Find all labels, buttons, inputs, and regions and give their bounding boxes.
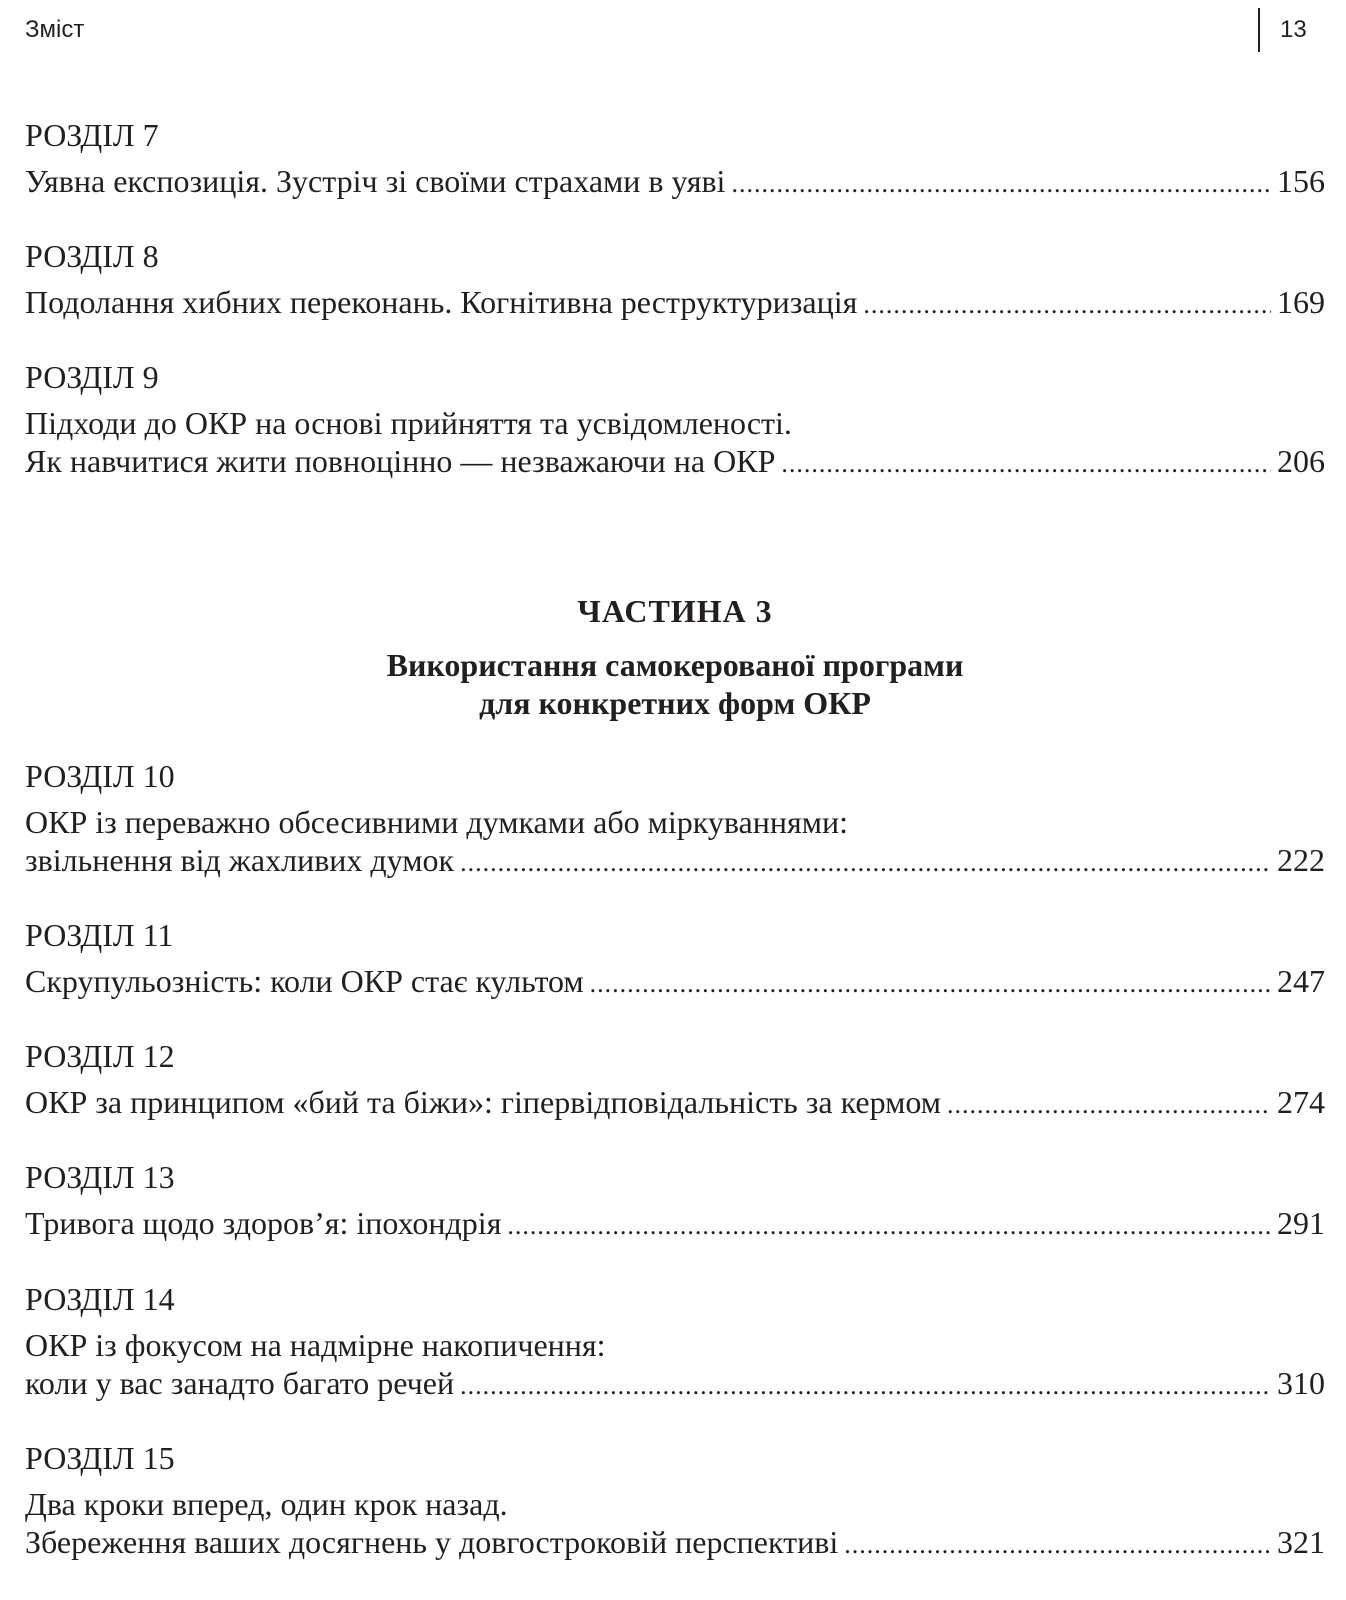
header-title: Зміст (25, 16, 85, 43)
page-number: 222 (1277, 842, 1325, 878)
page-number: 247 (1277, 963, 1325, 999)
chapter-title-line: звільнення від жахливих думок ..... 222 (25, 841, 1325, 882)
dot-leader (507, 1207, 1271, 1245)
toc-entry-chapter-13[interactable] (25, 1158, 1325, 1245)
chapter-label: РОЗДІЛ 14 (25, 1281, 175, 1317)
dot-leader (590, 965, 1271, 1003)
dot-leader (781, 445, 1271, 483)
chapter-label: РОЗДІЛ 11 (25, 917, 174, 953)
toc-entry-chapter-9[interactable] (25, 358, 1325, 483)
chapter-label: РОЗДІЛ 13 (25, 1159, 175, 1195)
chapter-title-line: Збереження ваших досягнень у довгостроковій перспективі ..... 321 (25, 1523, 1325, 1564)
chapter-title-line: Як навчитися жити повноцінно — незважаючи на ОКР ..... 206 (25, 442, 1325, 483)
chapter-title-line: Підходи до ОКР на основі прийняття та усвідомленості. (25, 405, 792, 441)
toc-entry-chapter-7[interactable] (25, 116, 1325, 203)
page-number: 206 (1277, 443, 1325, 479)
chapter-label: РОЗДІЛ 9 (25, 359, 159, 395)
chapter-title-line: ОКР за принципом «бий та біжи»: гіпервідповідальність за кермом ..... 274 (25, 1083, 1325, 1124)
chapter-label: РОЗДІЛ 7 (25, 117, 159, 153)
chapter-title-line: ОКР із фокусом на надмірне накопичення: (25, 1327, 606, 1363)
page-number: 291 (1277, 1205, 1325, 1241)
chapter-label: РОЗДІЛ 10 (25, 758, 175, 794)
chapter-title-line: Подолання хибних переконань. Когнітивна реструктуризація ..... 169 (25, 283, 1325, 324)
toc-entry-chapter-10[interactable] (25, 757, 1325, 882)
header-divider (1258, 8, 1260, 52)
page-number: 156 (1277, 163, 1325, 199)
chapter-title-line: Скрупульозність: коли ОКР стає культом ..... 247 (25, 962, 1325, 1003)
page-number: 274 (1277, 1084, 1325, 1120)
dot-leader (947, 1086, 1271, 1124)
running-header (0, 0, 1346, 60)
chapter-title-line: Два кроки вперед, один крок назад. (25, 1486, 508, 1522)
page-number: 169 (1277, 284, 1325, 320)
chapter-title-line: Уявна експозиція. Зустріч зі своїми страхами в уяві ..... 156 (25, 162, 1325, 203)
dot-leader (863, 286, 1271, 324)
dot-leader (460, 1367, 1271, 1405)
part-subtitle-line: для конкретних форм ОКР (479, 685, 871, 721)
chapter-title-line: коли у вас занадто багато речей ..... 310 (25, 1364, 1325, 1405)
chapter-title-line: ОКР із переважно обсесивними думками або міркуваннями: (25, 804, 848, 840)
toc-entry-chapter-8[interactable] (25, 237, 1325, 324)
part-title: ЧАСТИНА 3 (577, 593, 773, 629)
page-number: 310 (1277, 1365, 1325, 1401)
chapter-label: РОЗДІЛ 12 (25, 1038, 175, 1074)
part-heading (25, 592, 1325, 722)
chapter-title-line: Тривога щодо здоров’я: іпохондрія ..... 291 (25, 1204, 1325, 1245)
chapter-label: РОЗДІЛ 15 (25, 1440, 175, 1476)
toc-entry-chapter-11[interactable] (25, 916, 1325, 1003)
dot-leader (460, 844, 1271, 882)
toc-entry-chapter-15[interactable] (25, 1439, 1325, 1564)
toc-entry-chapter-14[interactable] (25, 1280, 1325, 1405)
page-number: 321 (1277, 1524, 1325, 1560)
part-subtitle-line: Використання самокерованої програми (386, 647, 964, 683)
toc-entry-chapter-12[interactable] (25, 1037, 1325, 1124)
dot-leader (844, 1526, 1271, 1564)
header-page-number: 13 (1280, 16, 1307, 43)
chapter-label: РОЗДІЛ 8 (25, 238, 159, 274)
dot-leader (731, 165, 1271, 203)
